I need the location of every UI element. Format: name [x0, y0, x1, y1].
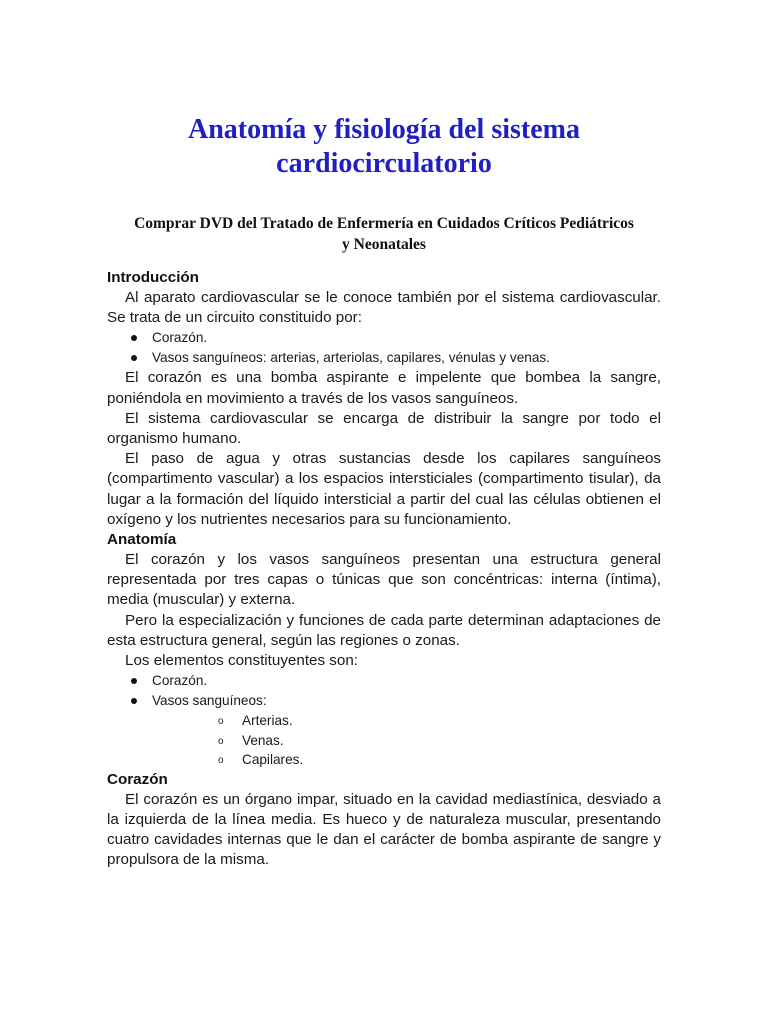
intro-paragraph-2: El corazón es una bomba aspirante e impelente que bombea la sangre, poniéndola en movimiento a través de los vasos sanguíneos.	[107, 369, 661, 407]
document-page	[107, 0, 661, 871]
document-body	[107, 268, 661, 871]
vessel-sub-list	[152, 711, 661, 770]
document-title	[107, 0, 661, 181]
bullet-icon	[131, 335, 137, 341]
sub-list-item	[152, 750, 661, 770]
section-heading-introduccion: Introducción	[107, 269, 199, 286]
bullet-icon	[131, 355, 137, 361]
title-line-1: Anatomía y fisiología del sistema	[188, 114, 580, 145]
list-item	[107, 328, 661, 348]
list-item	[107, 691, 661, 770]
bullet-icon	[131, 698, 137, 704]
sub-list-item	[152, 711, 661, 731]
subtitle-line-2: y Neonatales	[342, 236, 426, 253]
circle-bullet-icon: o	[218, 735, 224, 747]
bullet-icon	[131, 678, 137, 684]
list-item-text: Corazón.	[152, 330, 208, 346]
list-item	[107, 671, 661, 691]
list-item-text: Vasos sanguíneos: arterias, arteriolas, capilares, vénulas y venas.	[152, 350, 550, 366]
purchase-link[interactable]	[107, 213, 661, 255]
sub-list-item-text: Venas.	[242, 732, 284, 748]
list-item	[107, 348, 661, 368]
section-heading-anatomia: Anatomía	[107, 531, 177, 549]
sub-list-item-text: Capilares.	[242, 752, 304, 768]
circle-bullet-icon: o	[218, 716, 224, 728]
intro-bullet-list	[107, 328, 661, 368]
list-item-text: Corazón.	[152, 673, 208, 689]
list-item-text: Vasos sanguíneos:	[152, 693, 267, 709]
corazon-paragraph-1: El corazón es un órgano impar, situado en la cavidad mediastínica, desviado a la izquierda de la línea media. Es hueco y de naturaleza muscular, presentando cuatro cavidades internas que le dan el carácter de bomba aspirante de sangre y propulsora de la misma.	[107, 790, 661, 869]
anatomia-paragraph-1: El corazón y los vasos sanguíneos presentan una estructura general representada por tres capas o túnicas que son concéntricas: interna (íntima), media (muscular) y externa.	[107, 551, 661, 609]
section-heading-corazon: Corazón	[107, 770, 168, 788]
sub-list-item	[152, 731, 661, 751]
anatomia-paragraph-3: Los elementos constituyentes son:	[125, 652, 359, 670]
subtitle-line-1: Comprar DVD del Tratado de Enfermería en Cuidados Críticos Pediátricos	[134, 215, 634, 232]
intro-paragraph-3: El sistema cardiovascular se encarga de distribuir la sangre por todo el organismo humano.	[107, 409, 661, 448]
intro-paragraph-4: El paso de agua y otras sustancias desde los capilares sanguíneos (compartimento vascular) a los espacios intersticiales (compartimento tisular), da lugar a la formación del líquido intersticial a partir del cual las células obtienen el oxígeno y los nutrientes necesarios para su funcionamiento.	[107, 450, 661, 528]
sub-list-item-text: Arterias.	[242, 713, 293, 729]
anatomia-bullet-list	[107, 671, 661, 770]
intro-paragraph-1: Al aparato cardiovascular se le conoce también por el sistema cardiovascular. Se trata de un circuito constituido por:	[107, 289, 661, 327]
anatomia-paragraph-2: Pero la especialización y funciones de cada parte determinan adaptaciones de esta estructura general, según las regiones o zonas.	[107, 611, 661, 649]
title-line-2: cardiocirculatorio	[276, 148, 492, 179]
circle-bullet-icon: o	[218, 755, 224, 767]
